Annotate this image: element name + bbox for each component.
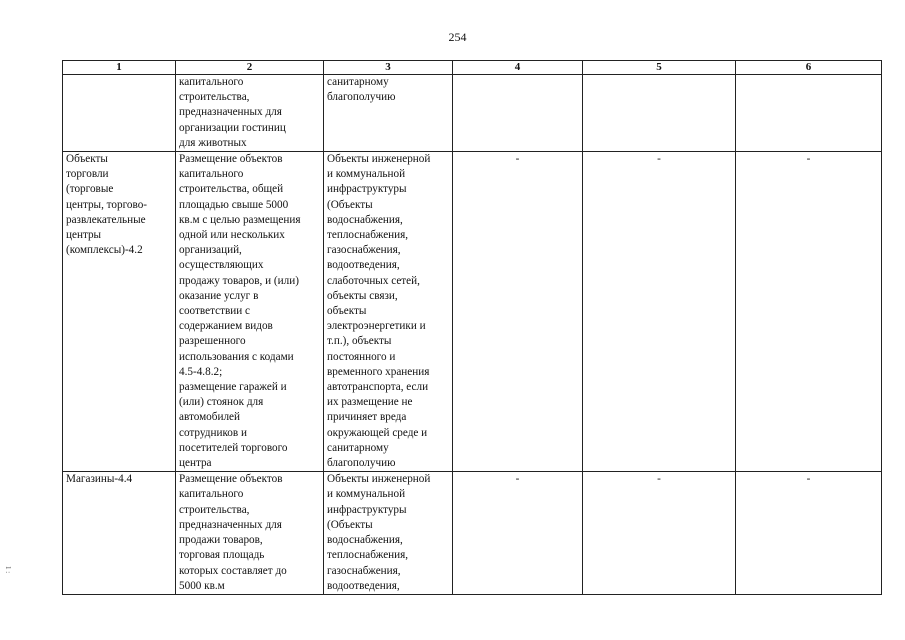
table-cell: Размещение объектов капитального строительства, предназначенных для продажи товаров, торговая площадь которых составляет до 5000 кв.м <box>176 472 324 595</box>
column-header: 5 <box>583 61 736 75</box>
column-header: 2 <box>176 61 324 75</box>
table-cell: - <box>736 472 882 595</box>
page-number: 254 <box>448 30 467 44</box>
column-header: 6 <box>736 61 882 75</box>
header-row <box>63 61 882 75</box>
table-row <box>63 472 882 595</box>
document-table <box>62 60 882 595</box>
column-header: 1 <box>63 61 176 75</box>
table-cell: Объекты инженерной и коммунальной инфраструктуры (Объекты водоснабжения, теплоснабжения, газоснабжения, водоотведения, слаботочных сетей, объекты связи, объекты электроэнергетики и т.п.), объекты постоянного и временного хранения автотранспорта, если их размещение не причиняет вреда окружающей среде и санитарному благополучию <box>324 152 453 472</box>
table-cell: Магазины-4.4 <box>63 472 176 595</box>
table-cell: капитального строительства, предназначенных для организации гостиниц для животных <box>176 75 324 152</box>
table-cell: Объекты инженерной и коммунальной инфраструктуры (Объекты водоснабжения, теплоснабжения, газоснабжения, водоотведения, <box>324 472 453 595</box>
table-cell: - <box>736 152 882 472</box>
table-row <box>63 152 882 472</box>
table-cell: санитарному благополучию <box>324 75 453 152</box>
table-cell: - <box>583 152 736 472</box>
table-cell <box>583 75 736 152</box>
table-cell <box>63 75 176 152</box>
column-header: 3 <box>324 61 453 75</box>
margin-mark: 1 : <box>4 566 12 574</box>
table-cell <box>453 75 583 152</box>
column-header: 4 <box>453 61 583 75</box>
table-cell: - <box>453 152 583 472</box>
table-cell: Объекты торговли (торговые центры, торгово- развлекательные центры (комплексы)-4.2 <box>63 152 176 472</box>
table-cell: - <box>453 472 583 595</box>
table-cell: - <box>583 472 736 595</box>
table-cell <box>736 75 882 152</box>
table-row <box>63 75 882 152</box>
table-cell: Размещение объектов капитального строительства, общей площадью свыше 5000 кв.м с целью размещения одной или нескольких организаций, осуществляющих продажу товаров, и (или) оказание услуг в соответствии с содержанием видов разрешенного использования с кодами 4.5-4.8.2; размещение гаражей и (или) стоянок для автомобилей сотрудников и посетителей торгового центра <box>176 152 324 472</box>
